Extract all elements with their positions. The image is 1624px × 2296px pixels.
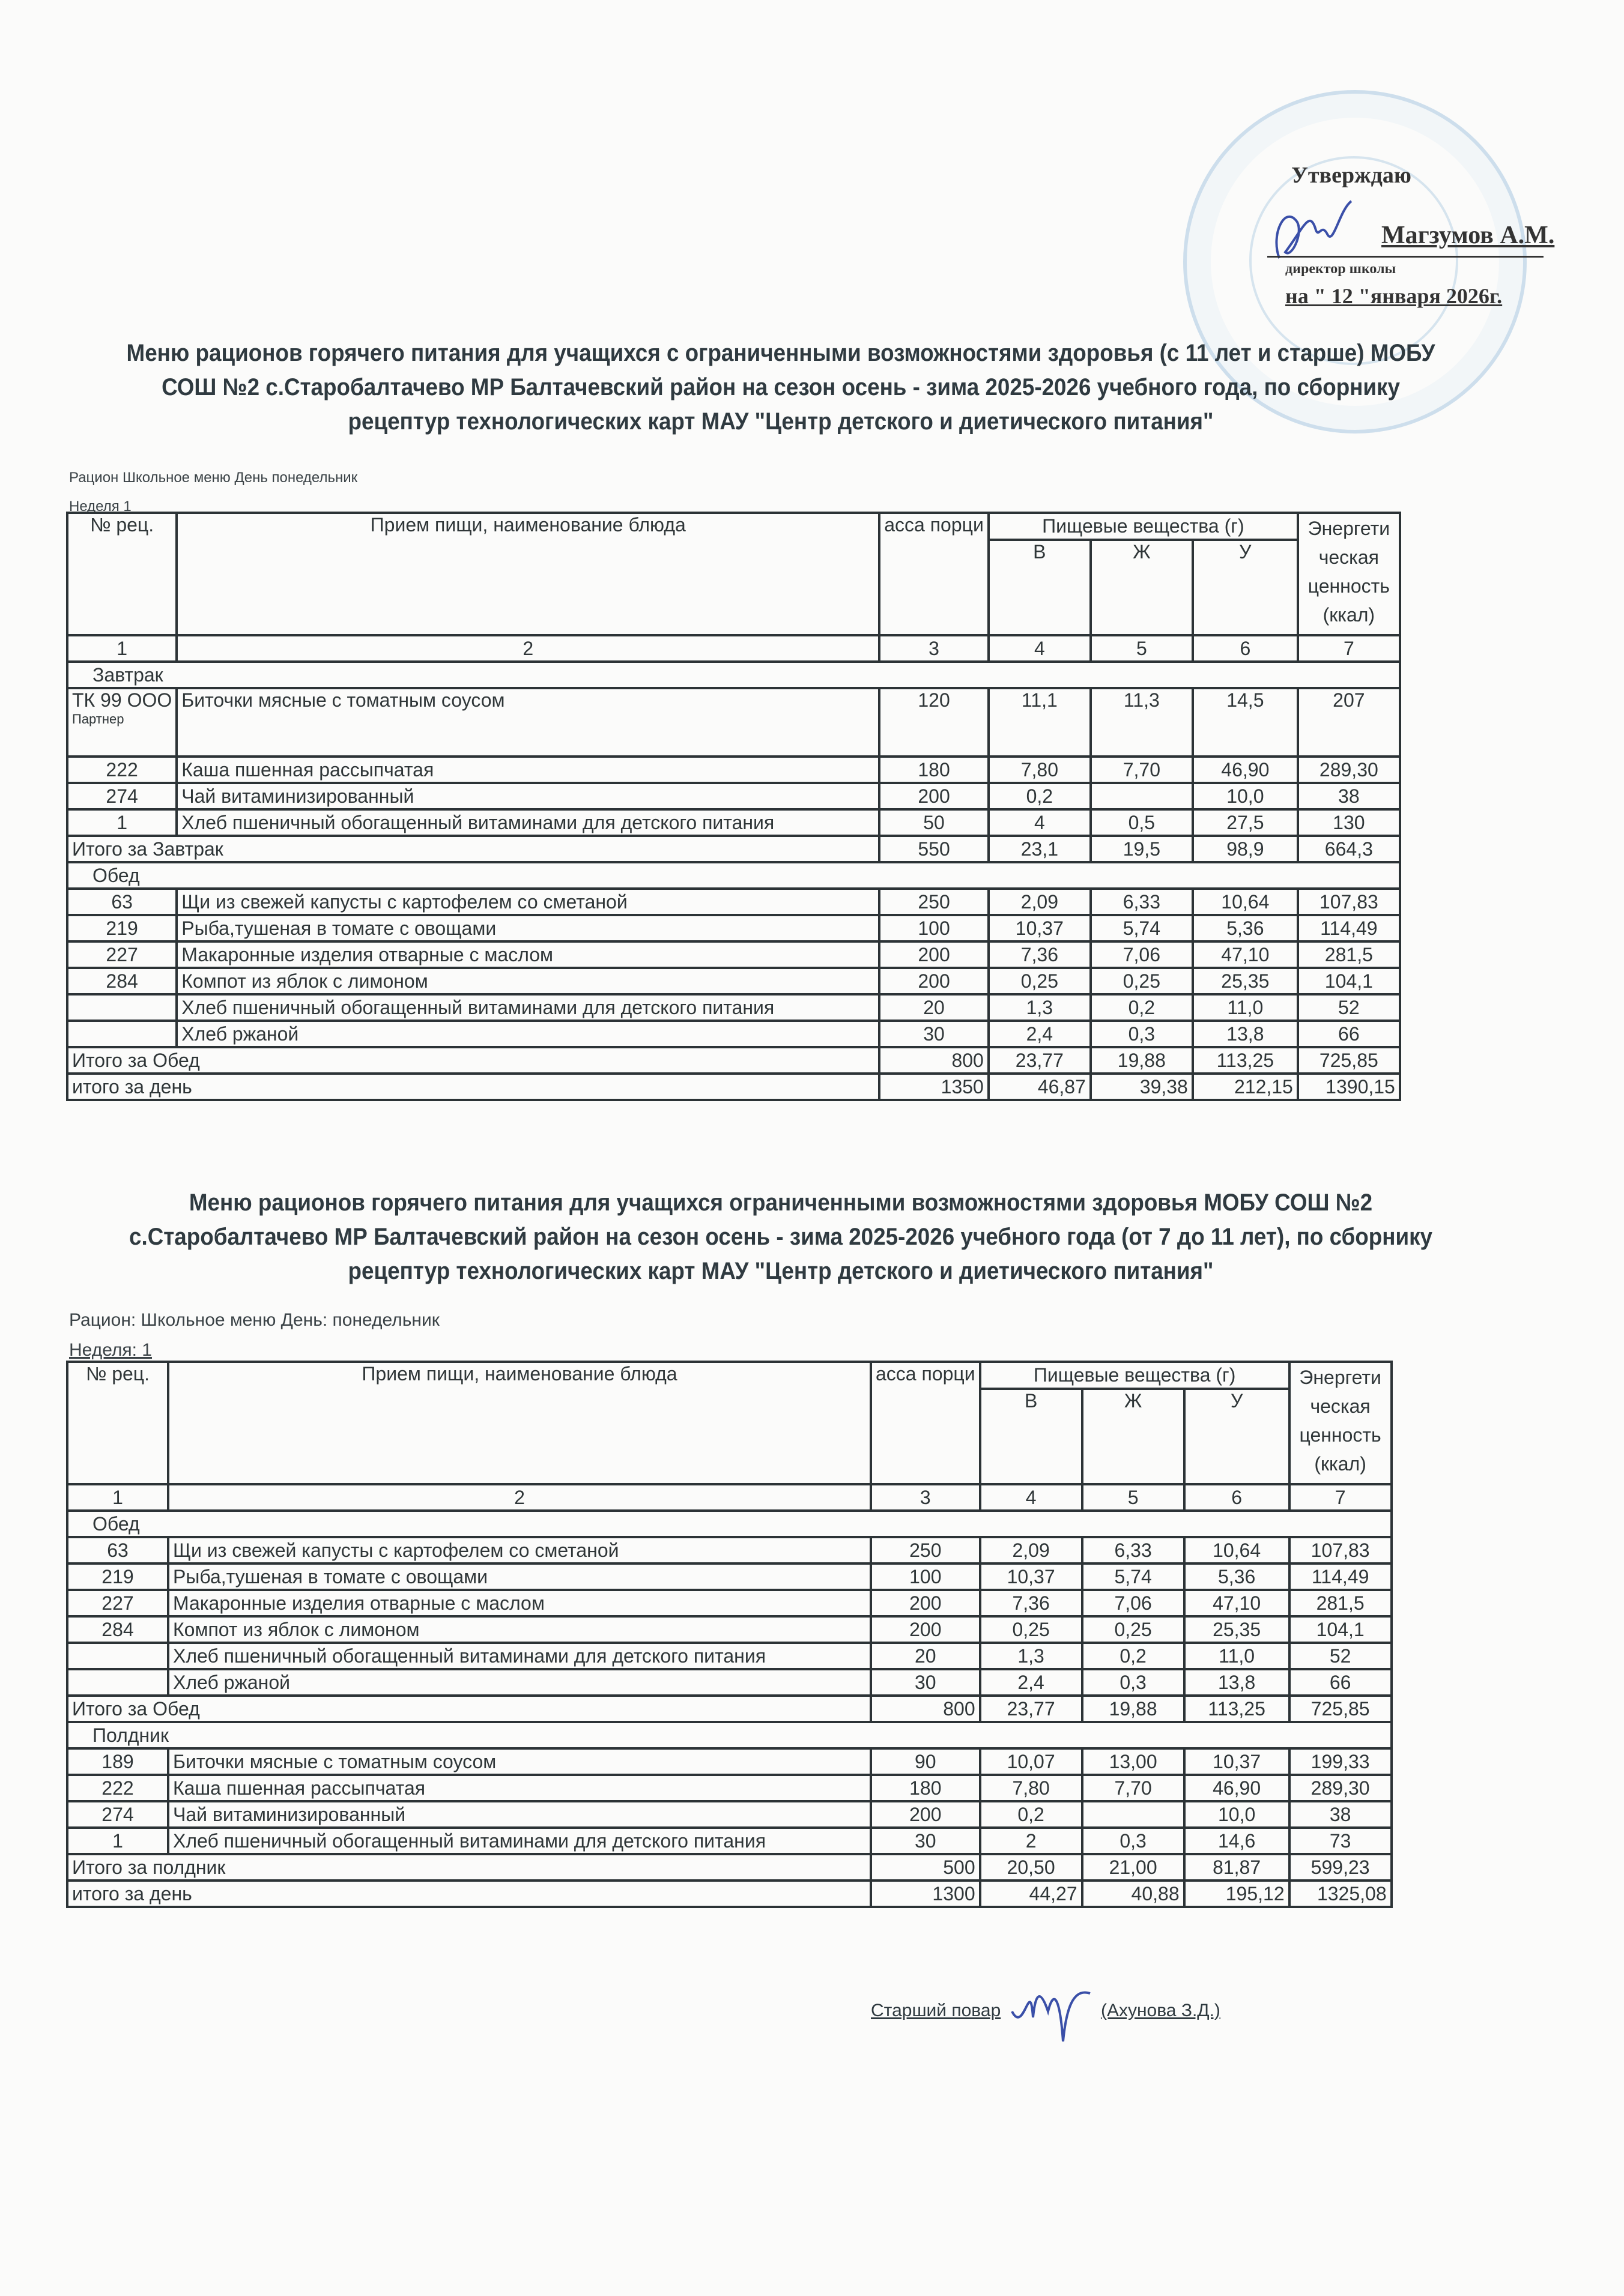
column-number: 4 bbox=[989, 635, 1091, 662]
rec-number bbox=[67, 1748, 168, 1775]
chef-signature-icon bbox=[1006, 1975, 1096, 2047]
col-mass: асса порци bbox=[871, 1362, 980, 1484]
protein-value: 1,3 bbox=[980, 1643, 1082, 1669]
carbs-value: 46,90 bbox=[1193, 757, 1298, 783]
dish-name: Чай витаминизированный bbox=[168, 1801, 871, 1828]
col-fat: Ж bbox=[1091, 540, 1193, 635]
dish-name: Хлеб пшеничный обогащенный витаминами для детского питания bbox=[177, 994, 879, 1021]
col-carbs: У bbox=[1193, 540, 1298, 635]
fat-value: 0,2 bbox=[1091, 994, 1193, 1021]
rec-number-value: 274 bbox=[106, 785, 138, 807]
rec-number bbox=[67, 1021, 177, 1047]
section1-week-label: Неделя 1 bbox=[69, 498, 132, 515]
dish-row bbox=[67, 968, 1400, 994]
carbs-value: 13,8 bbox=[1184, 1669, 1289, 1696]
fat-value: 7,70 bbox=[1082, 1775, 1184, 1801]
section1-title-line: СОШ №2 с.Старобалтачево МР Балтачевский район на сезон осень - зима 2025-2026 учебного года, по сборнику bbox=[162, 374, 1400, 400]
column-number: 3 bbox=[871, 1484, 980, 1511]
section1-title-line: Меню рационов горячего питания для учащихся с ограниченными возможностями здоровья (с 11 лет и старше) МОБУ bbox=[126, 340, 1435, 366]
rec-number-value: 222 bbox=[102, 1777, 134, 1799]
carbs-value: 46,90 bbox=[1184, 1775, 1289, 1801]
protein-value: 2 bbox=[980, 1828, 1082, 1854]
carbs-value: 25,35 bbox=[1184, 1616, 1289, 1643]
dish-row bbox=[67, 1775, 1392, 1801]
day-total-protein: 44,27 bbox=[980, 1881, 1082, 1907]
protein-value: 0,2 bbox=[989, 783, 1091, 809]
energy-label: ценность bbox=[1307, 575, 1390, 597]
rec-number-value: 1 bbox=[117, 811, 128, 833]
day-total-fat: 39,38 bbox=[1091, 1074, 1193, 1100]
chef-label: Старший повар bbox=[871, 2000, 1001, 2020]
total-energy: 664,3 bbox=[1298, 836, 1400, 862]
meal-name: Обед bbox=[67, 862, 1400, 889]
rec-number-sub: Партнер bbox=[72, 711, 124, 727]
col-nutrients: Пищевые вещества (г) bbox=[989, 513, 1298, 540]
fat-value: 7,06 bbox=[1091, 941, 1193, 968]
meal-section-row bbox=[67, 1722, 1392, 1748]
total-mass: 800 bbox=[879, 1047, 989, 1074]
portion-mass: 200 bbox=[871, 1801, 980, 1828]
dish-row bbox=[67, 688, 1400, 757]
carbs-value: 10,0 bbox=[1184, 1801, 1289, 1828]
fat-value: 6,33 bbox=[1091, 889, 1193, 915]
dish-row bbox=[67, 757, 1400, 783]
day-total-energy: 1390,15 bbox=[1298, 1074, 1400, 1100]
protein-value: 10,37 bbox=[989, 915, 1091, 941]
dish-row bbox=[67, 1801, 1392, 1828]
day-total-row bbox=[67, 1881, 1392, 1907]
column-number: 7 bbox=[1289, 1484, 1392, 1511]
dish-row bbox=[67, 809, 1400, 836]
dish-name: Хлеб пшеничный обогащенный витаминами для детского питания bbox=[168, 1643, 871, 1669]
dish-name: Рыба,тушеная в томате с овощами bbox=[177, 915, 879, 941]
col-energy bbox=[1289, 1362, 1392, 1484]
column-number: 3 bbox=[879, 635, 989, 662]
portion-mass: 200 bbox=[879, 968, 989, 994]
dish-row bbox=[67, 915, 1400, 941]
dish-name: Биточки мясные с томатным соусом bbox=[177, 688, 879, 757]
portion-mass: 90 bbox=[871, 1748, 980, 1775]
dish-name: Щи из свежей капусты с картофелем со сметаной bbox=[168, 1537, 871, 1563]
dish-name: Каша пшенная рассыпчатая bbox=[168, 1775, 871, 1801]
section2-title-line: с.Старобалтачево МР Балтачевский район на сезон осень - зима 2025-2026 учебного года (от 7 до 11 лет), по сборнику bbox=[129, 1224, 1432, 1250]
meal-total-row bbox=[67, 1047, 1400, 1074]
total-mass: 550 bbox=[879, 836, 989, 862]
column-number: 7 bbox=[1298, 635, 1400, 662]
total-mass: 500 bbox=[871, 1854, 980, 1881]
protein-value: 2,4 bbox=[980, 1669, 1082, 1696]
protein-value: 2,09 bbox=[989, 889, 1091, 915]
portion-mass: 100 bbox=[879, 915, 989, 941]
section1-title bbox=[118, 336, 1444, 439]
energy-value: 114,49 bbox=[1298, 915, 1400, 941]
portion-mass: 180 bbox=[879, 757, 989, 783]
energy-label: ценность bbox=[1299, 1424, 1381, 1446]
day-total-mass: 1350 bbox=[879, 1074, 989, 1100]
total-energy: 725,85 bbox=[1289, 1696, 1392, 1722]
dish-name: Макаронные изделия отварные с маслом bbox=[177, 941, 879, 968]
section2-title-line: рецептур технологических карт МАУ "Центр детского и диетического питания" bbox=[348, 1258, 1214, 1284]
dish-row bbox=[67, 1616, 1392, 1643]
rec-number-value: 1 bbox=[112, 1829, 123, 1852]
portion-mass: 30 bbox=[871, 1669, 980, 1696]
fat-value: 7,06 bbox=[1082, 1590, 1184, 1616]
carbs-value: 27,5 bbox=[1193, 809, 1298, 836]
dish-name: Компот из яблок с лимоном bbox=[177, 968, 879, 994]
rec-number bbox=[67, 941, 177, 968]
dish-row bbox=[67, 1563, 1392, 1590]
dish-row bbox=[67, 1643, 1392, 1669]
portion-mass: 30 bbox=[871, 1828, 980, 1854]
fat-value: 0,3 bbox=[1091, 1021, 1193, 1047]
meal-section-row bbox=[67, 1511, 1392, 1537]
portion-mass: 30 bbox=[879, 1021, 989, 1047]
energy-value: 130 bbox=[1298, 809, 1400, 836]
total-carbs: 113,25 bbox=[1193, 1047, 1298, 1074]
rec-number-value: 274 bbox=[102, 1803, 134, 1825]
section2-week-label: Неделя: 1 bbox=[69, 1340, 152, 1360]
column-number-row bbox=[67, 1484, 1392, 1511]
protein-value: 0,25 bbox=[989, 968, 1091, 994]
approval-signer-role: директор школы bbox=[1285, 261, 1396, 277]
protein-value: 1,3 bbox=[989, 994, 1091, 1021]
rec-number bbox=[67, 1563, 168, 1590]
portion-mass: 200 bbox=[871, 1616, 980, 1643]
meal-total-label: Итого за Обед bbox=[67, 1047, 879, 1074]
approval-date: на " 12 "января 2026г. bbox=[1285, 284, 1503, 308]
carbs-value: 47,10 bbox=[1193, 941, 1298, 968]
col-rec-no: № рец. bbox=[67, 1362, 168, 1484]
rec-number bbox=[67, 1669, 168, 1696]
fat-value: 0,3 bbox=[1082, 1669, 1184, 1696]
carbs-value: 11,0 bbox=[1193, 994, 1298, 1021]
total-protein: 23,77 bbox=[989, 1047, 1091, 1074]
total-protein: 23,1 bbox=[989, 836, 1091, 862]
section1-ration-label: Рацион Школьное меню День понедельник bbox=[69, 470, 358, 486]
rec-number bbox=[67, 1616, 168, 1643]
rec-number bbox=[67, 1537, 168, 1563]
section2-title bbox=[118, 1186, 1444, 1288]
energy-value: 207 bbox=[1298, 688, 1400, 757]
total-fat: 21,00 bbox=[1082, 1854, 1184, 1881]
meal-total-label: Итого за Завтрак bbox=[67, 836, 879, 862]
col-energy bbox=[1298, 513, 1400, 635]
protein-value: 4 bbox=[989, 809, 1091, 836]
fat-value: 5,74 bbox=[1091, 915, 1193, 941]
energy-label: (ккал) bbox=[1314, 1453, 1366, 1475]
section1-menu-table bbox=[66, 512, 1401, 1101]
energy-value: 107,83 bbox=[1298, 889, 1400, 915]
dish-row bbox=[67, 1748, 1392, 1775]
rec-number bbox=[67, 968, 177, 994]
total-mass: 800 bbox=[871, 1696, 980, 1722]
approval-title: Утверждаю bbox=[1291, 163, 1411, 188]
column-number-row bbox=[67, 635, 1400, 662]
fat-value: 13,00 bbox=[1082, 1748, 1184, 1775]
energy-value: 38 bbox=[1298, 783, 1400, 809]
carbs-value: 10,64 bbox=[1193, 889, 1298, 915]
energy-value: 107,83 bbox=[1289, 1537, 1392, 1563]
protein-value: 7,80 bbox=[980, 1775, 1082, 1801]
total-fat: 19,88 bbox=[1091, 1047, 1193, 1074]
section2-menu-table bbox=[66, 1361, 1393, 1908]
col-fat: Ж bbox=[1082, 1389, 1184, 1484]
total-protein: 20,50 bbox=[980, 1854, 1082, 1881]
total-fat: 19,5 bbox=[1091, 836, 1193, 862]
meal-total-label: Итого за Обед bbox=[67, 1696, 871, 1722]
energy-value: 289,30 bbox=[1289, 1775, 1392, 1801]
dish-row bbox=[67, 1590, 1392, 1616]
day-total-carbs: 212,15 bbox=[1193, 1074, 1298, 1100]
dish-row bbox=[67, 941, 1400, 968]
rec-number-value: 219 bbox=[102, 1565, 134, 1588]
total-carbs: 81,87 bbox=[1184, 1854, 1289, 1881]
portion-mass: 50 bbox=[879, 809, 989, 836]
fat-value: 0,25 bbox=[1091, 968, 1193, 994]
dish-name: Щи из свежей капусты с картофелем со сметаной bbox=[177, 889, 879, 915]
fat-value: 6,33 bbox=[1082, 1537, 1184, 1563]
meal-section-row bbox=[67, 862, 1400, 889]
rec-number-value: 63 bbox=[107, 1539, 129, 1561]
rec-number bbox=[67, 688, 177, 757]
portion-mass: 200 bbox=[879, 941, 989, 968]
day-total-label: итого за день bbox=[67, 1881, 871, 1907]
col-dish: Прием пищи, наименование блюда bbox=[168, 1362, 871, 1484]
energy-value: 199,33 bbox=[1289, 1748, 1392, 1775]
carbs-value: 5,36 bbox=[1184, 1563, 1289, 1590]
day-total-fat: 40,88 bbox=[1082, 1881, 1184, 1907]
col-dish: Прием пищи, наименование блюда bbox=[177, 513, 879, 635]
day-total-label: итого за день bbox=[67, 1074, 879, 1100]
energy-value: 281,5 bbox=[1298, 941, 1400, 968]
energy-value: 73 bbox=[1289, 1828, 1392, 1854]
day-total-row bbox=[67, 1074, 1400, 1100]
column-number: 6 bbox=[1193, 635, 1298, 662]
rec-number bbox=[67, 1828, 168, 1854]
dish-row bbox=[67, 1537, 1392, 1563]
meal-total-row bbox=[67, 1854, 1392, 1881]
fat-value bbox=[1082, 1801, 1184, 1828]
dish-name: Хлеб пшеничный обогащенный витаминами для детского питания bbox=[177, 809, 879, 836]
column-number: 2 bbox=[168, 1484, 871, 1511]
rec-number-value: 284 bbox=[106, 970, 138, 992]
fat-value: 11,3 bbox=[1091, 688, 1193, 757]
energy-label: Энергети bbox=[1299, 1367, 1381, 1388]
energy-label: Энергети bbox=[1307, 518, 1390, 539]
rec-number-value: 284 bbox=[102, 1618, 134, 1640]
dish-name: Каша пшенная рассыпчатая bbox=[177, 757, 879, 783]
dish-row bbox=[67, 889, 1400, 915]
energy-value: 104,1 bbox=[1289, 1616, 1392, 1643]
meal-name: Полдник bbox=[67, 1722, 1392, 1748]
footer-signature bbox=[871, 1975, 1220, 2047]
rec-number-value: ТК 99 ООО bbox=[72, 689, 172, 711]
section1-title-line: рецептур технологических карт МАУ "Центр детского и диетического питания" bbox=[348, 408, 1214, 435]
carbs-value: 14,6 bbox=[1184, 1828, 1289, 1854]
meal-total-row bbox=[67, 836, 1400, 862]
fat-value bbox=[1091, 783, 1193, 809]
chef-name: (Ахунова З.Д.) bbox=[1100, 2000, 1220, 2020]
energy-value: 281,5 bbox=[1289, 1590, 1392, 1616]
rec-number bbox=[67, 757, 177, 783]
rec-number-value: 222 bbox=[106, 758, 138, 781]
fat-value: 5,74 bbox=[1082, 1563, 1184, 1590]
col-nutrients: Пищевые вещества (г) bbox=[980, 1362, 1289, 1389]
col-carbs: У bbox=[1184, 1389, 1289, 1484]
rec-number-value: 63 bbox=[111, 890, 133, 913]
energy-value: 66 bbox=[1289, 1669, 1392, 1696]
energy-value: 52 bbox=[1298, 994, 1400, 1021]
rec-number-value: 219 bbox=[106, 917, 138, 939]
rec-number bbox=[67, 994, 177, 1021]
carbs-value: 13,8 bbox=[1193, 1021, 1298, 1047]
dish-row bbox=[67, 783, 1400, 809]
rec-number bbox=[67, 809, 177, 836]
dish-name: Хлеб ржаной bbox=[168, 1669, 871, 1696]
dish-name: Хлеб пшеничный обогащенный витаминами для детского питания bbox=[168, 1828, 871, 1854]
carbs-value: 10,64 bbox=[1184, 1537, 1289, 1563]
dish-row bbox=[67, 1828, 1392, 1854]
signature-line bbox=[1267, 256, 1544, 258]
approval-signer-name: Магзумов А.М. bbox=[1381, 222, 1555, 249]
protein-value: 0,25 bbox=[980, 1616, 1082, 1643]
day-total-carbs: 195,12 bbox=[1184, 1881, 1289, 1907]
dish-row bbox=[67, 1021, 1400, 1047]
energy-value: 104,1 bbox=[1298, 968, 1400, 994]
rec-number bbox=[67, 1775, 168, 1801]
protein-value: 10,37 bbox=[980, 1563, 1082, 1590]
header-row bbox=[67, 1362, 1392, 1389]
director-signature-icon bbox=[1267, 198, 1363, 270]
total-fat: 19,88 bbox=[1082, 1696, 1184, 1722]
meal-total-label: Итого за полдник bbox=[67, 1854, 871, 1881]
fat-value: 0,25 bbox=[1082, 1616, 1184, 1643]
carbs-value: 10,37 bbox=[1184, 1748, 1289, 1775]
rec-number bbox=[67, 1643, 168, 1669]
fat-value: 0,5 bbox=[1091, 809, 1193, 836]
column-number: 5 bbox=[1082, 1484, 1184, 1511]
dish-name: Чай витаминизированный bbox=[177, 783, 879, 809]
col-protein: В bbox=[980, 1389, 1082, 1484]
rec-number bbox=[67, 783, 177, 809]
energy-value: 114,49 bbox=[1289, 1563, 1392, 1590]
total-carbs: 98,9 bbox=[1193, 836, 1298, 862]
carbs-value: 11,0 bbox=[1184, 1643, 1289, 1669]
rec-number-value: 227 bbox=[106, 943, 138, 965]
dish-row bbox=[67, 1669, 1392, 1696]
protein-value: 7,80 bbox=[989, 757, 1091, 783]
rec-number bbox=[67, 1590, 168, 1616]
portion-mass: 200 bbox=[879, 783, 989, 809]
col-protein: В bbox=[989, 540, 1091, 635]
portion-mass: 120 bbox=[879, 688, 989, 757]
portion-mass: 180 bbox=[871, 1775, 980, 1801]
total-protein: 23,77 bbox=[980, 1696, 1082, 1722]
meal-name: Завтрак bbox=[67, 662, 1400, 688]
dish-name: Компот из яблок с лимоном bbox=[168, 1616, 871, 1643]
meal-total-row bbox=[67, 1696, 1392, 1722]
carbs-value: 47,10 bbox=[1184, 1590, 1289, 1616]
fat-value: 0,3 bbox=[1082, 1828, 1184, 1854]
energy-label: (ккал) bbox=[1323, 604, 1375, 626]
day-total-protein: 46,87 bbox=[989, 1074, 1091, 1100]
energy-value: 289,30 bbox=[1298, 757, 1400, 783]
energy-value: 38 bbox=[1289, 1801, 1392, 1828]
portion-mass: 250 bbox=[879, 889, 989, 915]
header-row bbox=[67, 513, 1400, 540]
column-number: 1 bbox=[67, 1484, 168, 1511]
carbs-value: 25,35 bbox=[1193, 968, 1298, 994]
meal-name: Обед bbox=[67, 1511, 1392, 1537]
protein-value: 2,4 bbox=[989, 1021, 1091, 1047]
portion-mass: 100 bbox=[871, 1563, 980, 1590]
rec-number-value: 189 bbox=[102, 1750, 134, 1772]
energy-label: ческая bbox=[1318, 546, 1379, 568]
day-total-mass: 1300 bbox=[871, 1881, 980, 1907]
total-carbs: 113,25 bbox=[1184, 1696, 1289, 1722]
carbs-value: 10,0 bbox=[1193, 783, 1298, 809]
rec-number bbox=[67, 889, 177, 915]
day-total-energy: 1325,08 bbox=[1289, 1881, 1392, 1907]
portion-mass: 200 bbox=[871, 1590, 980, 1616]
protein-value: 7,36 bbox=[989, 941, 1091, 968]
column-number: 1 bbox=[67, 635, 177, 662]
column-number: 2 bbox=[177, 635, 879, 662]
total-energy: 599,23 bbox=[1289, 1854, 1392, 1881]
protein-value: 10,07 bbox=[980, 1748, 1082, 1775]
fat-value: 0,2 bbox=[1082, 1643, 1184, 1669]
protein-value: 0,2 bbox=[980, 1801, 1082, 1828]
portion-mass: 20 bbox=[871, 1643, 980, 1669]
energy-label: ческая bbox=[1310, 1395, 1371, 1417]
column-number: 5 bbox=[1091, 635, 1193, 662]
portion-mass: 20 bbox=[879, 994, 989, 1021]
col-mass: асса порци bbox=[879, 513, 989, 635]
portion-mass: 250 bbox=[871, 1537, 980, 1563]
dish-name: Рыба,тушеная в томате с овощами bbox=[168, 1563, 871, 1590]
rec-number-value: 227 bbox=[102, 1592, 134, 1614]
protein-value: 7,36 bbox=[980, 1590, 1082, 1616]
protein-value: 11,1 bbox=[989, 688, 1091, 757]
col-rec-no: № рец. bbox=[67, 513, 177, 635]
carbs-value: 14,5 bbox=[1193, 688, 1298, 757]
rec-number bbox=[67, 915, 177, 941]
meal-section-row bbox=[67, 662, 1400, 688]
energy-value: 66 bbox=[1298, 1021, 1400, 1047]
dish-name: Макаронные изделия отварные с маслом bbox=[168, 1590, 871, 1616]
energy-value: 52 bbox=[1289, 1643, 1392, 1669]
dish-name: Биточки мясные с томатным соусом bbox=[168, 1748, 871, 1775]
section2-ration-label: Рацион: Школьное меню День: понедельник bbox=[69, 1310, 440, 1330]
dish-row bbox=[67, 994, 1400, 1021]
protein-value: 2,09 bbox=[980, 1537, 1082, 1563]
section2-title-line: Меню рационов горячего питания для учащихся ограниченными возможностями здоровья МОБУ СОШ №2 bbox=[189, 1189, 1373, 1216]
total-energy: 725,85 bbox=[1298, 1047, 1400, 1074]
rec-number bbox=[67, 1801, 168, 1828]
carbs-value: 5,36 bbox=[1193, 915, 1298, 941]
dish-name: Хлеб ржаной bbox=[177, 1021, 879, 1047]
fat-value: 7,70 bbox=[1091, 757, 1193, 783]
column-number: 6 bbox=[1184, 1484, 1289, 1511]
column-number: 4 bbox=[980, 1484, 1082, 1511]
